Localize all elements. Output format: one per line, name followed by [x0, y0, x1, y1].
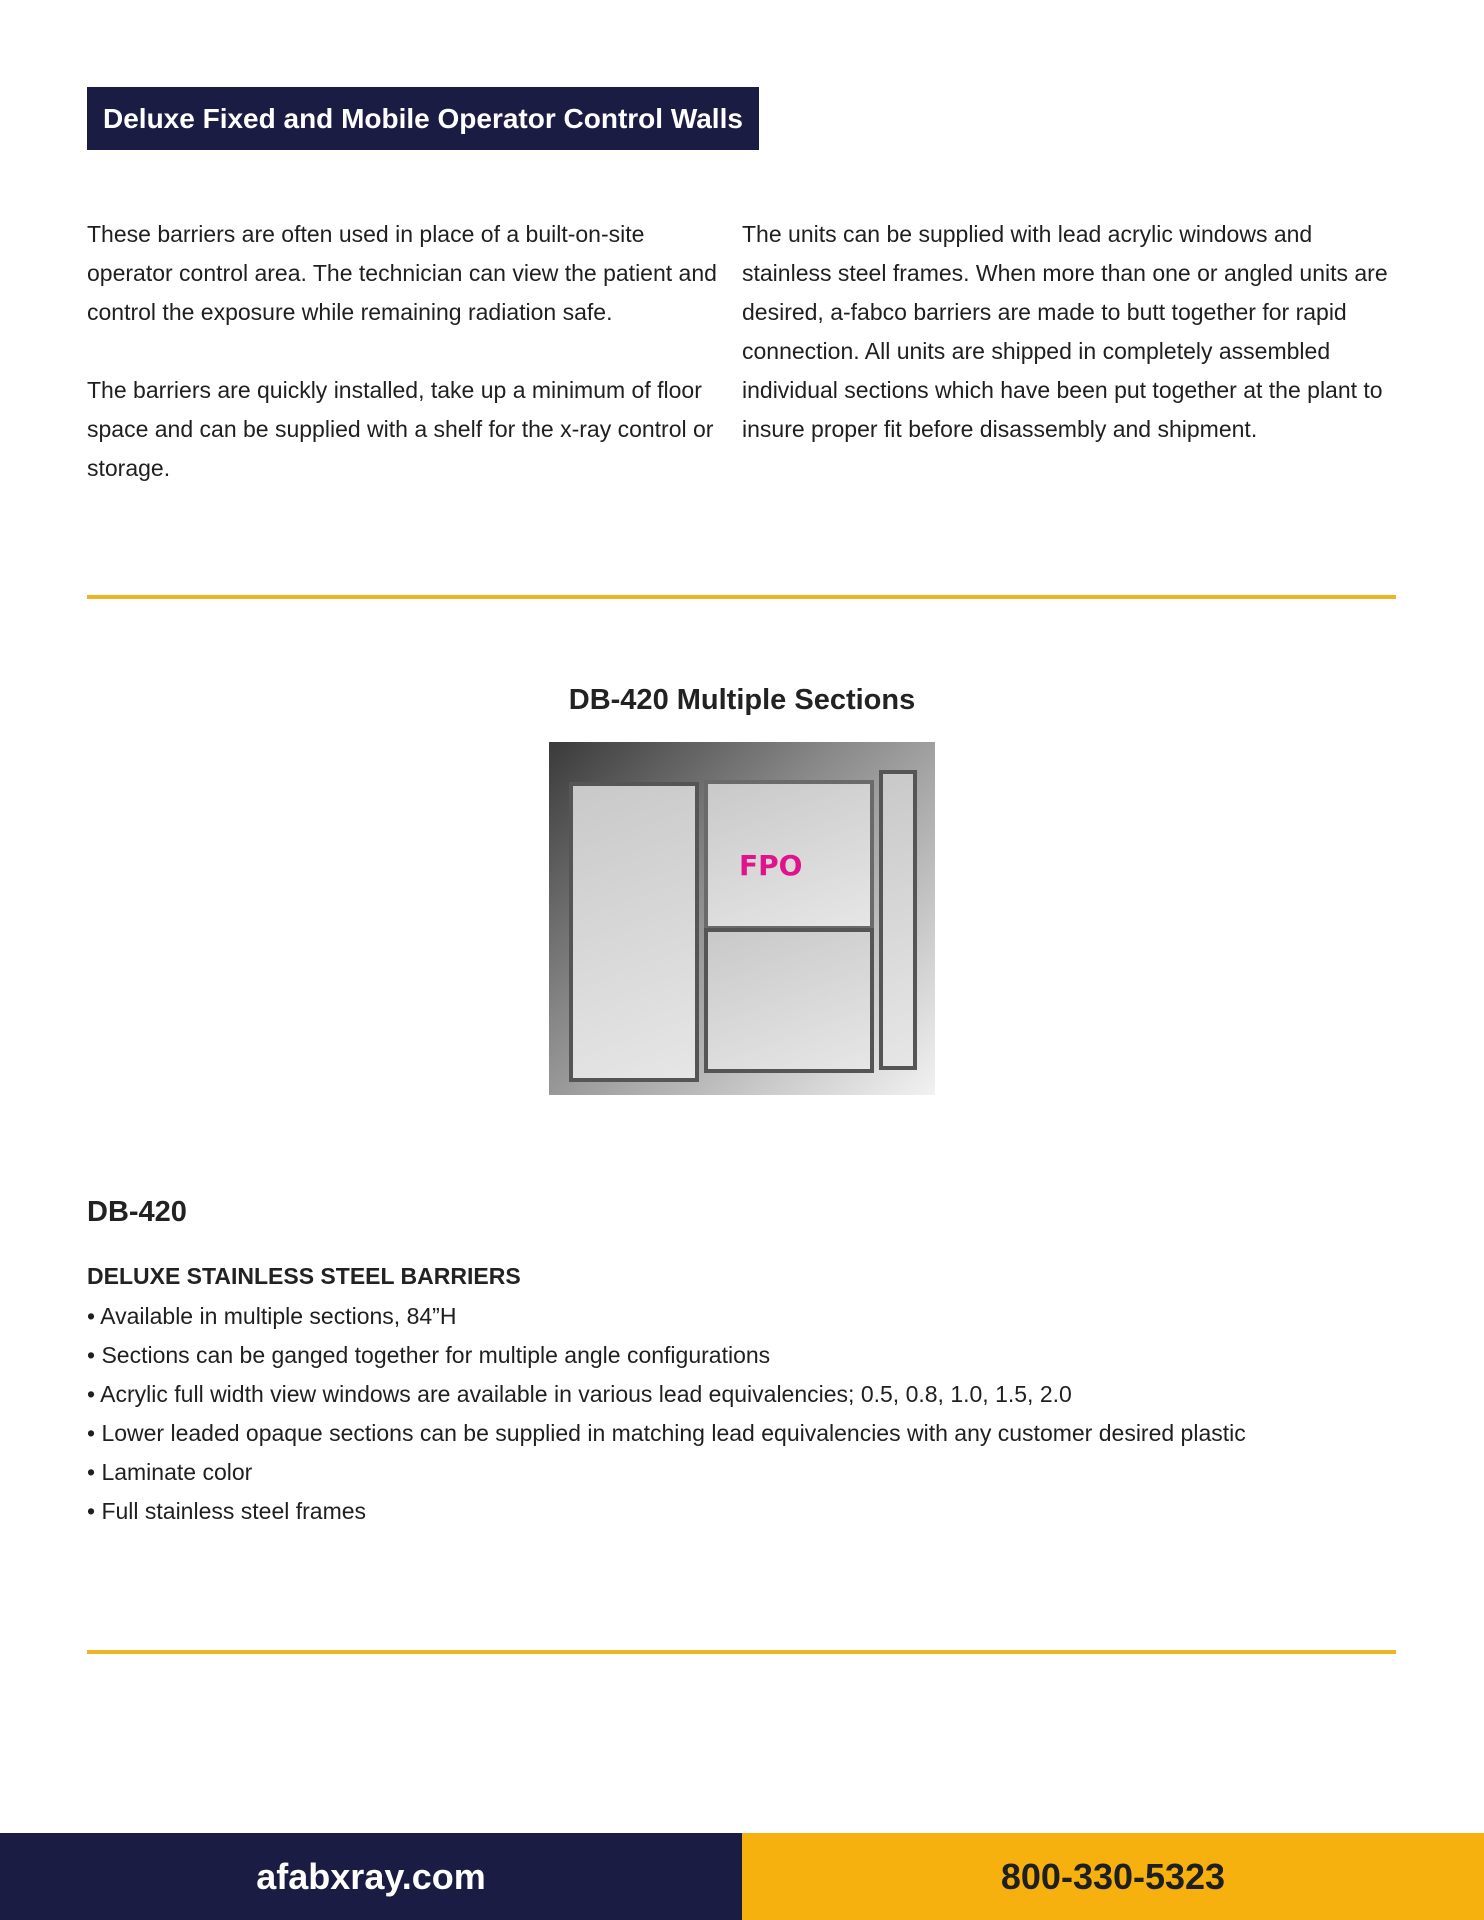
list-item: • Laminate color	[87, 1459, 253, 1485]
intro-right-column	[742, 215, 1402, 449]
fpo-placeholder: FPO	[739, 849, 803, 882]
list-item: • Lower leaded opaque sections can be supplied in matching lead equivalencies with any customer desired plastic	[87, 1420, 1246, 1446]
section-divider	[87, 595, 1396, 599]
intro-left-column	[87, 215, 727, 488]
feature-list	[87, 1297, 1246, 1531]
barrier-panel	[704, 928, 874, 1073]
barrier-panel	[879, 770, 917, 1070]
intro-paragraph: The barriers are quickly installed, take up a minimum of floor space and can be supplied with a shelf for the x-ray control or storage.	[87, 377, 714, 481]
phone-number[interactable]: 800-330-5323	[742, 1833, 1484, 1920]
list-item: • Sections can be ganged together for multiple angle configurations	[87, 1342, 771, 1368]
intro-paragraph: The units can be supplied with lead acrylic windows and stainless steel frames. When more than one or angled units are desired, a-fabco barriers are made to butt together for rapid connection. All units are shipped in completely assembled individual sections which have been put together at the plant to insure proper fit before disassembly and shipment.	[742, 221, 1388, 442]
intro-paragraph: These barriers are often used in place of a built-on-site operator control area. The technician can view the patient and control the exposure while remaining radiation safe.	[87, 221, 717, 325]
section-divider	[87, 1650, 1396, 1654]
list-item: • Acrylic full width view windows are available in various lead equivalencies; 0.5, 0.8, 1.0, 1.5, 2.0	[87, 1381, 1072, 1407]
footer	[0, 1833, 1484, 1920]
product-code: DB-420	[87, 1196, 187, 1228]
page-title-banner	[87, 87, 759, 150]
barrier-panel	[569, 782, 699, 1082]
list-item: • Available in multiple sections, 84”H	[87, 1303, 457, 1329]
product-subtitle: DELUXE STAINLESS STEEL BARRIERS	[87, 1263, 521, 1289]
website-link[interactable]: afabxray.com	[0, 1833, 742, 1920]
list-item: • Full stainless steel frames	[87, 1498, 367, 1524]
page-title: Deluxe Fixed and Mobile Operator Control Walls	[103, 102, 743, 134]
figure-title: DB-420 Multiple Sections	[568, 684, 916, 716]
product-photo	[549, 742, 935, 1095]
